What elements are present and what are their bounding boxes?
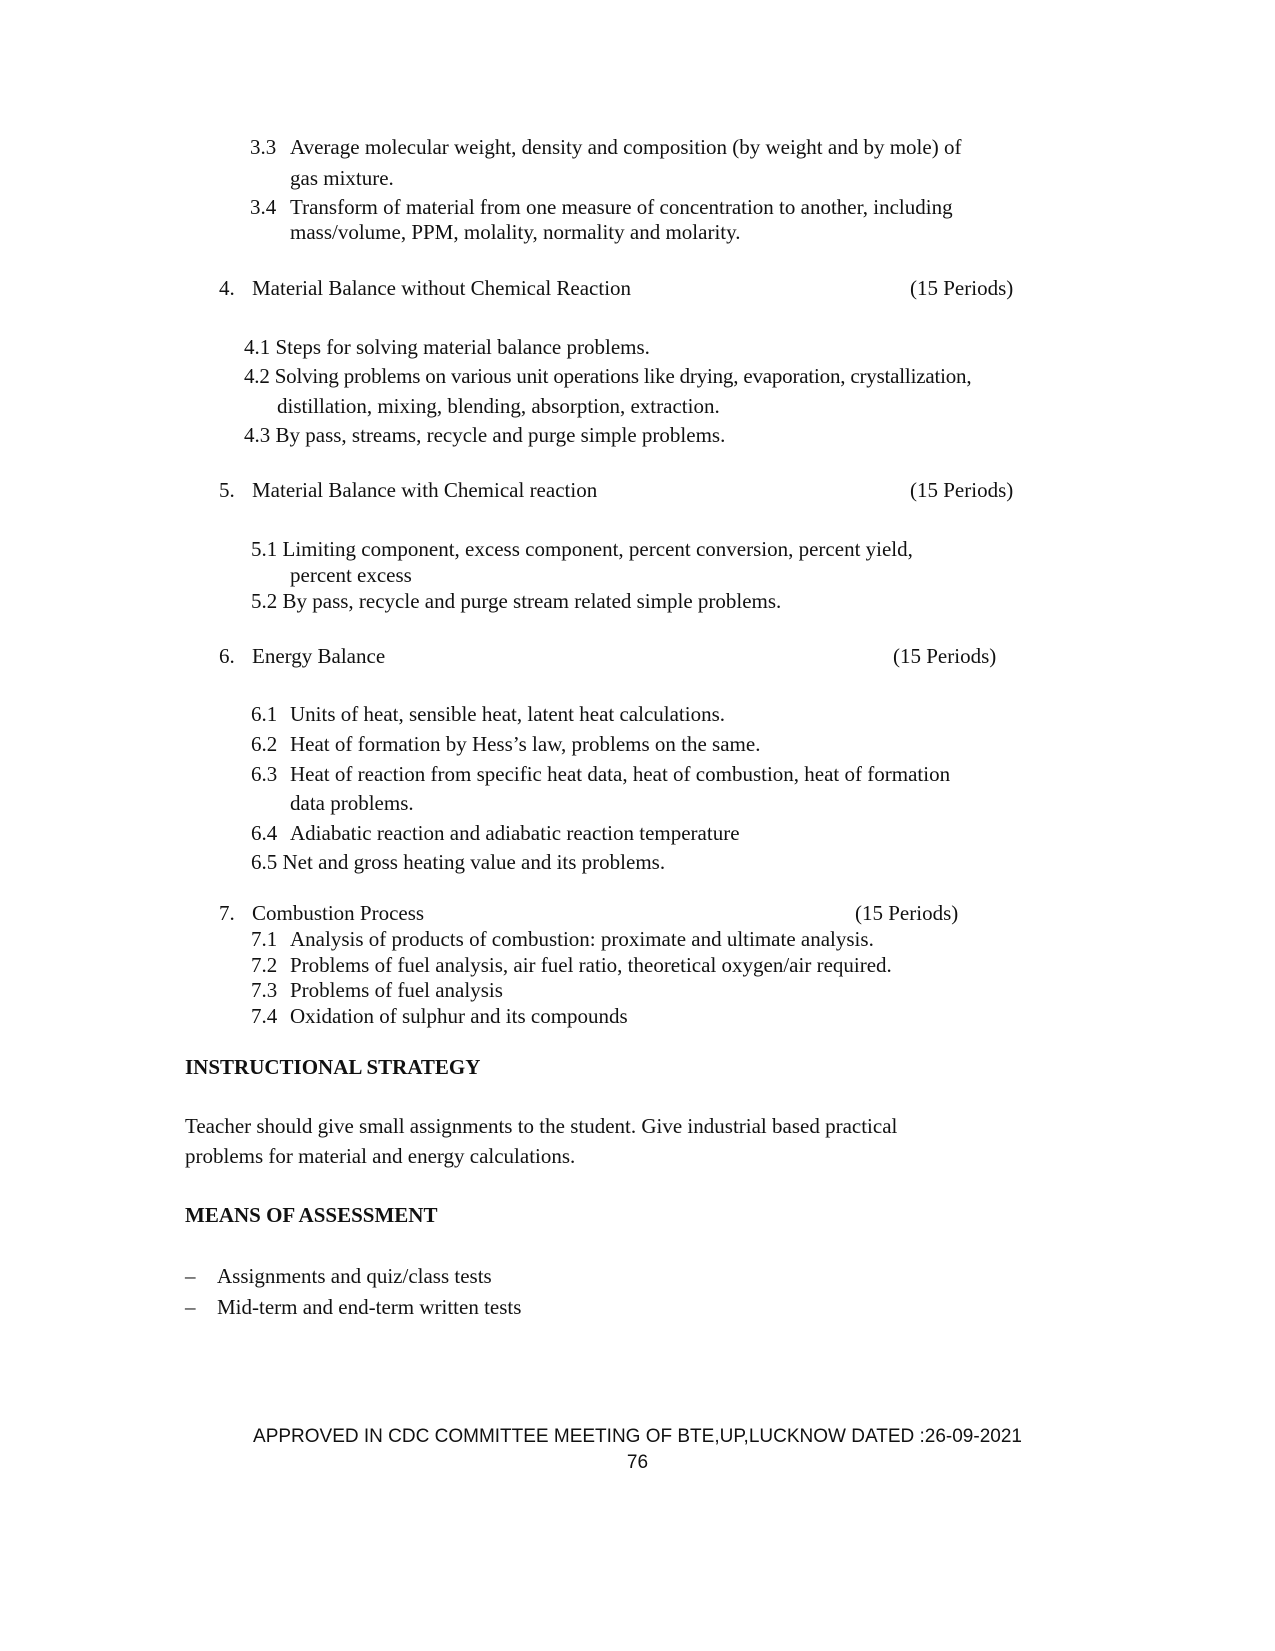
item-7-1-text: Analysis of products of combustion: proximate and ultimate analysis. [290,927,874,951]
item-4-2: 4.2 Solving problems on various unit operations like drying, evaporation, crystallization, [244,364,972,388]
item-3-3-text: Average molecular weight, density and composition (by weight and by mole) of [290,135,962,159]
item-5-1: 5.1 Limiting component, excess component, percent conversion, percent yield, [251,537,913,561]
item-7-1-number: 7.1 [251,927,278,951]
section-6-title: Energy Balance [252,644,386,668]
section-7-periods: (15 Periods) [855,901,959,925]
item-3-4-number: 3.4 [250,195,277,219]
section-7-title: Combustion Process [252,901,425,925]
item-6-2-number: 6.2 [251,732,278,756]
item-6-5: 6.5 Net and gross heating value and its problems. [251,850,666,874]
page-number: 76 [626,1452,649,1473]
assessment-dash-1: – [185,1264,196,1288]
means-of-assessment-heading: MEANS OF ASSESSMENT [185,1203,438,1227]
approval-footer: APPROVED IN CDC COMMITTEE MEETING OF BTE,UP,LUCKNOW DATED :26-09-2021 [253,1426,1022,1447]
assessment-item-1: Assignments and quiz/class tests [217,1264,492,1288]
item-6-4-text: Adiabatic reaction and adiabatic reaction temperature [290,821,740,845]
instructional-strategy-text-cont: problems for material and energy calculations. [185,1144,576,1168]
item-4-3: 4.3 By pass, streams, recycle and purge simple problems. [244,423,726,447]
item-6-3-number: 6.3 [251,762,278,786]
item-6-1-number: 6.1 [251,702,278,726]
item-5-2: 5.2 By pass, recycle and purge stream related simple problems. [251,589,782,613]
section-4-title: Material Balance without Chemical Reaction [252,276,632,300]
item-4-1: 4.1 Steps for solving material balance problems. [244,335,650,359]
section-4-periods: (15 Periods) [910,276,1014,300]
section-7-number: 7. [219,901,235,925]
instructional-strategy-text: Teacher should give small assignments to the student. Give industrial based practical [185,1114,898,1138]
item-6-2-text: Heat of formation by Hess’s law, problems on the same. [290,732,761,756]
section-6-periods: (15 Periods) [893,644,997,668]
item-6-4-number: 6.4 [251,821,278,845]
item-5-1-cont: percent excess [290,563,412,587]
item-7-3-number: 7.3 [251,978,278,1002]
instructional-strategy-heading: INSTRUCTIONAL STRATEGY [185,1055,481,1079]
assessment-item-2: Mid-term and end-term written tests [217,1295,522,1319]
section-6-number: 6. [219,644,235,668]
item-7-4-number: 7.4 [251,1004,278,1028]
item-6-3-text-cont: data problems. [290,791,414,815]
item-7-3-text: Problems of fuel analysis [290,978,503,1002]
item-7-2-text: Problems of fuel analysis, air fuel ratio, theoretical oxygen/air required. [290,953,892,977]
section-5-title: Material Balance with Chemical reaction [252,478,598,502]
item-3-3-number: 3.3 [250,135,277,159]
item-6-3-text: Heat of reaction from specific heat data, heat of combustion, heat of formation [290,762,951,786]
item-3-3-text-cont: gas mixture. [290,166,394,190]
assessment-dash-2: – [185,1295,196,1319]
section-5-periods: (15 Periods) [910,478,1014,502]
section-5-number: 5. [219,478,235,502]
item-4-2-cont: distillation, mixing, blending, absorption, extraction. [277,394,720,418]
item-3-4-text: Transform of material from one measure of concentration to another, including [290,195,953,219]
item-3-4-text-cont: mass/volume, PPM, molality, normality and molarity. [290,220,741,244]
item-6-1-text: Units of heat, sensible heat, latent heat calculations. [290,702,726,726]
item-7-4-text: Oxidation of sulphur and its compounds [290,1004,628,1028]
section-4-number: 4. [219,276,235,300]
item-7-2-number: 7.2 [251,953,278,977]
